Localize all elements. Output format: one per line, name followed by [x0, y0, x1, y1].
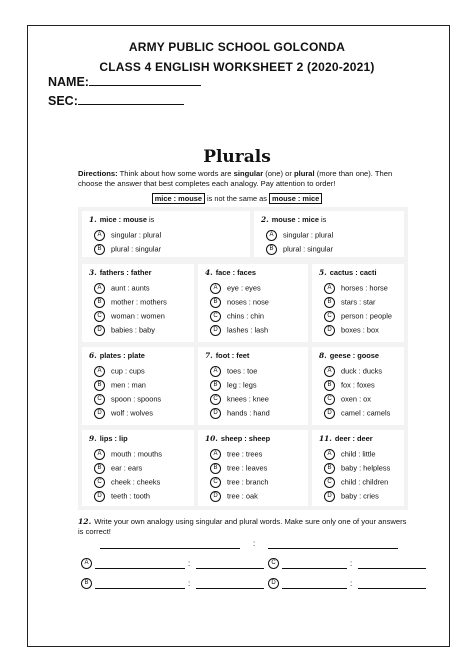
answer-circle-d[interactable]: D	[268, 578, 279, 589]
option-text: leg : legs	[227, 380, 257, 390]
option-text: oxen : ox	[341, 394, 371, 404]
answer-option[interactable]	[324, 408, 390, 419]
question-word-pair: face : faces	[215, 268, 256, 277]
option-text: woman : women	[111, 311, 165, 321]
option-text: men : man	[111, 380, 146, 390]
question-word-pair: fathers : father	[99, 268, 152, 277]
question-number: 10.	[205, 434, 218, 443]
question-cell	[312, 430, 404, 506]
answer-option[interactable]	[94, 463, 142, 474]
analogy-line-left[interactable]	[100, 548, 240, 549]
answer-option[interactable]	[210, 380, 257, 391]
analogy-colon: :	[253, 539, 256, 548]
answer-option[interactable]	[210, 311, 264, 322]
option-text: aunt : aunts	[111, 283, 150, 293]
option-circle[interactable]: B	[324, 297, 335, 308]
option-circle[interactable]: A	[324, 283, 335, 294]
question-cell	[82, 211, 250, 257]
question-number: 7.	[205, 351, 213, 360]
option-circle[interactable]: A	[210, 449, 221, 460]
option-circle[interactable]: A	[94, 283, 105, 294]
question-prompt	[205, 268, 256, 277]
option-text: stars : star	[341, 297, 376, 307]
option-circle[interactable]: D	[210, 325, 221, 336]
answer-option[interactable]	[94, 230, 161, 241]
option-text: tree : oak	[227, 491, 258, 501]
hint-left-box: mice : mouse	[152, 193, 205, 204]
option-text: horses : horse	[341, 283, 388, 293]
answer-option[interactable]	[94, 325, 155, 336]
answer-option[interactable]	[210, 449, 262, 460]
option-text: tree : trees	[227, 449, 263, 459]
question-number: 4.	[205, 268, 213, 277]
directions-singular: singular	[233, 169, 264, 178]
option-circle[interactable]: C	[324, 311, 335, 322]
question-number: 9.	[89, 434, 97, 443]
option-circle[interactable]: D	[324, 408, 335, 419]
answer-option[interactable]	[324, 297, 376, 308]
option-circle[interactable]: D	[94, 408, 105, 419]
option-circle[interactable]: A	[266, 230, 277, 241]
option-circle[interactable]: D	[94, 491, 105, 502]
option-circle[interactable]: B	[94, 380, 105, 391]
directions-text: (more than one). Then choose the answer that best completes each analogy. Pay attention to order!	[78, 169, 393, 188]
directions-plural: plural	[293, 169, 315, 178]
option-circle[interactable]: C	[324, 477, 335, 488]
option-circle[interactable]: B	[210, 380, 221, 391]
option-text: plural : singular	[111, 244, 162, 254]
option-circle[interactable]: C	[210, 394, 221, 405]
answer-a-line-left[interactable]	[95, 568, 185, 569]
answer-option[interactable]	[210, 491, 258, 502]
option-text: child : little	[341, 449, 376, 459]
question-number: 8.	[319, 351, 327, 360]
question-prompt	[89, 215, 154, 224]
option-text: hands : hand	[227, 408, 270, 418]
answer-circle-c[interactable]: C	[268, 558, 279, 569]
answer-b-colon: :	[188, 579, 191, 588]
answer-option[interactable]	[324, 491, 379, 502]
answer-option[interactable]	[94, 244, 161, 255]
option-text: lashes : lash	[227, 325, 269, 335]
question-word-pair: mouse : mice	[271, 215, 319, 224]
answer-option[interactable]	[210, 477, 269, 488]
answer-option[interactable]	[94, 380, 146, 391]
option-text: baby : helpless	[341, 463, 391, 473]
sec-field[interactable]	[48, 93, 184, 108]
option-text: teeth : tooth	[111, 491, 151, 501]
answer-a-line-right[interactable]	[196, 568, 264, 569]
question-suffix: is	[318, 215, 327, 224]
question-word-pair: lips : lip	[99, 434, 128, 443]
answer-option[interactable]	[266, 244, 333, 255]
order-hint	[0, 194, 474, 203]
answer-option[interactable]	[94, 394, 161, 405]
option-circle[interactable]: B	[324, 380, 335, 391]
question-prompt	[89, 434, 128, 443]
question-number: 3.	[89, 268, 97, 277]
option-text: cheek : cheeks	[111, 477, 161, 487]
option-text: tree : branch	[227, 477, 269, 487]
answer-option[interactable]	[210, 463, 267, 474]
option-circle[interactable]: A	[210, 366, 221, 377]
question-word-pair: sheep : sheep	[220, 434, 271, 443]
answer-option[interactable]	[210, 394, 269, 405]
answer-d-line-right[interactable]	[358, 588, 426, 589]
question-cell	[254, 211, 404, 257]
question-cell	[312, 347, 404, 425]
question-prompt	[319, 351, 379, 360]
option-circle[interactable]: D	[210, 408, 221, 419]
option-text: mother : mothers	[111, 297, 167, 307]
option-circle[interactable]: B	[210, 297, 221, 308]
option-text: tree : leaves	[227, 463, 268, 473]
answer-b-line-left[interactable]	[95, 588, 185, 589]
option-circle[interactable]: A	[324, 449, 335, 460]
question-prompt	[89, 268, 151, 277]
option-text: camel : camels	[341, 408, 391, 418]
name-line[interactable]	[89, 74, 201, 86]
answer-option[interactable]	[324, 477, 388, 488]
directions-label: Directions:	[78, 169, 118, 178]
option-circle[interactable]: A	[94, 449, 105, 460]
answer-option[interactable]	[94, 366, 145, 377]
option-text: child : children	[341, 477, 389, 487]
answer-c-line-left[interactable]	[282, 568, 347, 569]
option-circle[interactable]: B	[266, 244, 277, 255]
option-circle[interactable]: B	[210, 463, 221, 474]
answer-b-line-right[interactable]	[196, 588, 264, 589]
question-number: 5.	[319, 268, 327, 277]
directions-text: (one) or	[263, 169, 294, 178]
option-circle[interactable]: A	[210, 283, 221, 294]
option-circle[interactable]: D	[324, 491, 335, 502]
question-prompt	[205, 351, 249, 360]
option-text: babies : baby	[111, 325, 155, 335]
question-word-pair: foot : feet	[215, 351, 250, 360]
question-suffix: is	[146, 215, 155, 224]
option-circle[interactable]: B	[94, 463, 105, 474]
question-cell	[82, 347, 194, 425]
question-12	[78, 517, 408, 537]
answer-option[interactable]	[324, 380, 375, 391]
question-12-text: Write your own analogy using singular and plural words. Make sure only one of your answers is correct!	[78, 517, 407, 536]
question-number: 1.	[89, 215, 97, 224]
answer-option[interactable]	[324, 311, 392, 322]
analogy-line-right[interactable]	[268, 548, 398, 549]
option-circle[interactable]: B	[94, 244, 105, 255]
answer-option[interactable]	[324, 463, 390, 474]
answer-option[interactable]	[94, 311, 165, 322]
question-cell	[82, 264, 194, 342]
answer-d-colon: :	[350, 579, 353, 588]
answer-c-line-right[interactable]	[358, 568, 426, 569]
sec-label: SEC:	[48, 94, 78, 108]
option-circle[interactable]: A	[94, 230, 105, 241]
question-word-pair: cactus : cacti	[329, 268, 377, 277]
answer-option[interactable]	[324, 325, 379, 336]
question-word-pair: deer : deer	[334, 434, 373, 443]
answer-a-colon: :	[188, 559, 191, 568]
option-text: chins : chin	[227, 311, 264, 321]
option-text: ear : ears	[111, 463, 143, 473]
hint-middle: is not the same as	[204, 194, 270, 203]
option-text: fox : foxes	[341, 380, 375, 390]
question-word-pair: mice : mouse	[99, 215, 147, 224]
option-circle[interactable]: D	[324, 325, 335, 336]
answer-c-colon: :	[350, 559, 353, 568]
option-circle[interactable]: C	[94, 394, 105, 405]
answer-option[interactable]	[210, 408, 270, 419]
question-prompt	[205, 434, 270, 443]
answer-option[interactable]	[210, 297, 269, 308]
question-number: 11.	[319, 434, 332, 443]
option-circle[interactable]: C	[94, 477, 105, 488]
answer-option[interactable]	[210, 366, 257, 377]
option-circle[interactable]: D	[94, 325, 105, 336]
option-text: plural : singular	[283, 244, 334, 254]
option-text: noses : nose	[227, 297, 269, 307]
option-text: wolf : wolves	[111, 408, 153, 418]
sec-line[interactable]	[78, 93, 184, 105]
option-circle[interactable]: C	[210, 477, 221, 488]
answer-d-line-left[interactable]	[282, 588, 347, 589]
answer-option[interactable]	[94, 477, 160, 488]
option-circle[interactable]: D	[210, 491, 221, 502]
worksheet-title: CLASS 4 ENGLISH WORKSHEET 2 (2020-2021)	[99, 60, 375, 74]
option-text: duck : ducks	[341, 366, 383, 376]
question-prompt	[261, 215, 326, 224]
page-title: Plurals	[203, 147, 271, 167]
answer-option[interactable]	[324, 449, 376, 460]
option-text: spoon : spoons	[111, 394, 162, 404]
question-cell	[312, 264, 404, 342]
option-circle[interactable]: B	[94, 297, 105, 308]
answer-option[interactable]	[94, 491, 150, 502]
option-text: toes : toe	[227, 366, 258, 376]
option-circle[interactable]: C	[324, 394, 335, 405]
answer-option[interactable]	[266, 230, 333, 241]
question-cell	[198, 430, 308, 506]
option-circle[interactable]: C	[94, 311, 105, 322]
answer-option[interactable]	[94, 297, 167, 308]
answer-option[interactable]	[94, 283, 150, 294]
directions-text: Think about how some words are	[117, 169, 234, 178]
option-circle[interactable]: A	[94, 366, 105, 377]
answer-option[interactable]	[210, 283, 261, 294]
answer-option[interactable]	[210, 325, 268, 336]
school-name: ARMY PUBLIC SCHOOL GOLCONDA	[128, 40, 346, 54]
directions	[78, 169, 408, 189]
option-text: mouth : mouths	[111, 449, 162, 459]
question-prompt	[319, 268, 377, 277]
question-prompt	[89, 351, 145, 360]
question-cell	[198, 347, 308, 425]
name-label: NAME:	[48, 75, 89, 89]
answer-circle-b[interactable]: B	[81, 578, 92, 589]
question-word-pair: geese : goose	[329, 351, 380, 360]
name-field[interactable]	[48, 74, 201, 89]
answer-option[interactable]	[94, 408, 153, 419]
option-circle[interactable]: C	[210, 311, 221, 322]
question-prompt	[319, 434, 373, 443]
answer-option[interactable]	[94, 449, 162, 460]
option-text: boxes : box	[341, 325, 379, 335]
option-circle[interactable]: B	[324, 463, 335, 474]
option-text: eye : eyes	[227, 283, 261, 293]
answer-option[interactable]	[324, 366, 382, 377]
answer-option[interactable]	[324, 394, 371, 405]
answer-option[interactable]	[324, 283, 388, 294]
option-text: baby : cries	[341, 491, 379, 501]
option-circle[interactable]: A	[324, 366, 335, 377]
option-text: knees : knee	[227, 394, 269, 404]
question-word-pair: plates : plate	[99, 351, 145, 360]
option-text: singular : plural	[111, 230, 162, 240]
question-number: 12.	[78, 517, 92, 526]
option-text: person : people	[341, 311, 392, 321]
question-cell	[198, 264, 308, 342]
option-text: cup : cups	[111, 366, 145, 376]
question-number: 6.	[89, 351, 97, 360]
question-number: 2.	[261, 215, 269, 224]
option-text: singular : plural	[283, 230, 334, 240]
question-cell	[82, 430, 194, 506]
hint-right-box: mouse : mice	[269, 193, 322, 204]
answer-circle-a[interactable]: A	[81, 558, 92, 569]
